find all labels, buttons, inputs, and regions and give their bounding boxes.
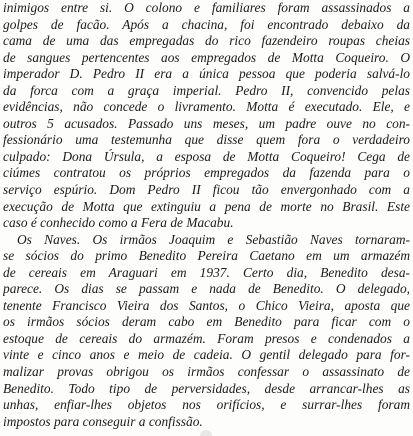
- text-line: malizar provas obrigou os irmãos confessar o assassinato de: [3, 364, 410, 380]
- text-line: imperador D. Pedro II era a única pessoa que poderia salvá-lo: [3, 66, 410, 82]
- text-line: estoque de cereais do armazém. Foram presos e condenados a: [3, 330, 410, 346]
- text-line: cama de uma das empregadas do rico fazendeiro roupas cheias: [3, 33, 410, 49]
- text-line: execução de Motta que extinguiu a pena de morte no Brasil. Este: [3, 198, 410, 214]
- text-line: caso é conhecido como a Fera de Macabu.: [3, 215, 234, 231]
- text-line: tenente Francisco Vieira dos Santos, o Chico Vieira, aposta que: [3, 297, 410, 313]
- text-line: de cereais em Araguari em 1937. Certo dia, Benedito desa-: [3, 264, 410, 280]
- text-line: evidências, não concede o livramento. Motta é executado. Ele, e: [3, 99, 410, 115]
- text-line: inimigos entre si. O colono e familiares foram assassinados a: [3, 0, 410, 15]
- text-line: se sócios do primo Benedito Pereira Caetano em um armazém: [3, 248, 410, 264]
- text-line: da forca com a graça imperial. Pedro II, convencido pelas: [3, 82, 410, 98]
- text-line: impostos para conseguir a confissão.: [3, 413, 203, 429]
- text-line: vinte e cinco anos e meio de cadeia. O gentil delegado para for-: [3, 347, 410, 363]
- text-line: fessionário uma testemunha que disse quem fora o verdadeiro: [3, 132, 410, 148]
- text-line: outros 5 acusados. Passado uns meses, um padre ouve no con-: [3, 115, 410, 131]
- text-line: culpado: Dona Úrsula, a esposa de Motta Coqueiro! Cega de: [3, 148, 410, 164]
- text-line: parece. Os dias se passam e nada de Benedito. O delegado,: [3, 281, 410, 297]
- text-line: Benedito. Todo tipo de perversidades, desde arrancar-lhes as: [3, 380, 410, 396]
- page-edge-mark: [200, 430, 212, 436]
- body-text: [3, 0, 410, 430]
- text-line: os irmãos sócios deram cabo em Benedito para ficar com o: [3, 314, 410, 330]
- text-line: Os Naves. Os irmãos Joaquim e Sebastião Naves tornaram-: [17, 231, 410, 247]
- text-line: ciúmes contratou os próprios empregados da fazenda para o: [3, 165, 410, 181]
- text-line: serviço espúrio. Dom Pedro II ficou tão envergonhado com a: [3, 182, 410, 198]
- text-line: golpes de facão. Após a chacina, foi encontrado debaixo da: [3, 16, 410, 32]
- text-line: de sangues pertencentes aos empregados de Motta Coqueiro. O: [3, 49, 410, 65]
- text-line: unhas, enfiar-lhes objetos nos orifícios, e surrar-lhes foram: [3, 397, 410, 413]
